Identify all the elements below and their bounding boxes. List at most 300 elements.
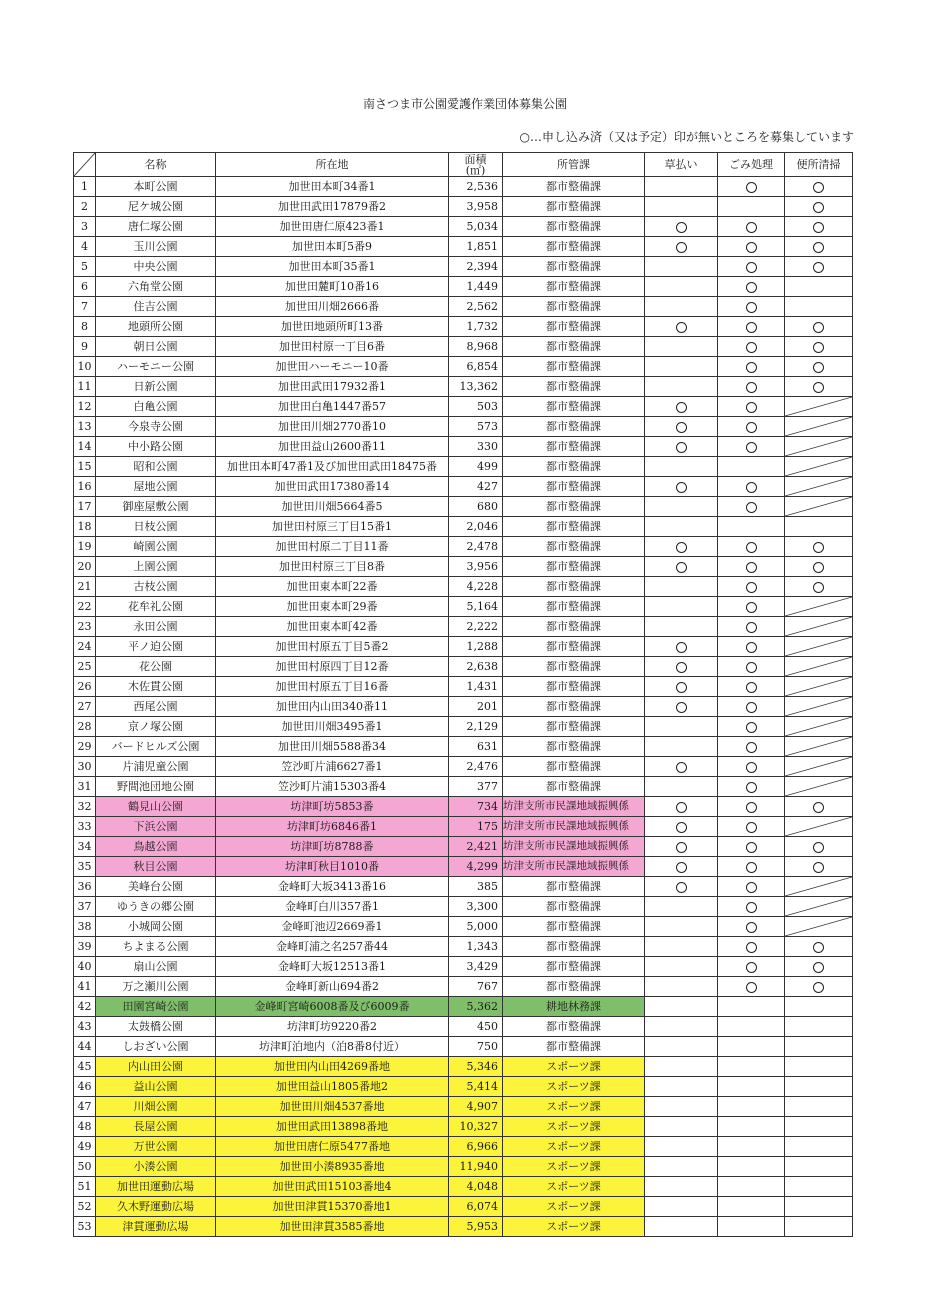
toilet-cell-not-applicable	[785, 917, 853, 937]
toilet-cell	[785, 277, 853, 297]
park-location: 加世田川畑5588番34	[216, 737, 449, 757]
circle-mark-icon	[746, 322, 757, 333]
table-row	[74, 237, 853, 257]
table-row	[74, 957, 853, 977]
park-area: 573	[449, 417, 503, 437]
park-name: 上園公園	[96, 557, 216, 577]
park-area: 1,288	[449, 637, 503, 657]
park-name: 地頭所公園	[96, 317, 216, 337]
circle-mark-icon	[676, 402, 687, 413]
table-row	[74, 737, 853, 757]
circle-mark-icon	[813, 962, 824, 973]
weeding-cell	[645, 1137, 718, 1157]
park-location: 加世田武田15103番地4	[216, 1177, 449, 1197]
header-corner-cell	[74, 153, 96, 177]
park-area: 2,421	[449, 837, 503, 857]
circle-mark-icon	[746, 982, 757, 993]
park-name: 住吉公園	[96, 297, 216, 317]
row-number: 31	[74, 777, 96, 797]
row-number: 37	[74, 897, 96, 917]
weeding-cell	[645, 977, 718, 997]
park-location: 加世田唐仁原5477番地	[216, 1137, 449, 1157]
circle-mark-icon	[813, 242, 824, 253]
row-number: 18	[74, 517, 96, 537]
weeding-cell	[645, 177, 718, 197]
toilet-cell	[785, 237, 853, 257]
park-location: 坊津町泊地内（泊8番8付近）	[216, 1037, 449, 1057]
row-number: 8	[74, 317, 96, 337]
header-area-unit: (㎡)	[465, 163, 486, 177]
park-name: 中央公園	[96, 257, 216, 277]
weeding-cell	[645, 877, 718, 897]
park-dept: 都市整備課	[503, 897, 645, 917]
park-dept: 坊津支所市民課地域振興係	[503, 857, 645, 877]
park-area: 1,851	[449, 237, 503, 257]
table-row	[74, 317, 853, 337]
toilet-cell-not-applicable	[785, 697, 853, 717]
circle-mark-icon	[746, 602, 757, 613]
park-dept: 都市整備課	[503, 217, 645, 237]
park-area: 2,046	[449, 517, 503, 537]
toilet-cell	[785, 337, 853, 357]
garbage-cell	[718, 897, 785, 917]
garbage-cell	[718, 517, 785, 537]
diagonal-slash	[785, 777, 852, 796]
park-dept: 都市整備課	[503, 917, 645, 937]
weeding-cell	[645, 1197, 718, 1217]
weeding-cell	[645, 197, 718, 217]
park-area: 427	[449, 477, 503, 497]
park-location: 加世田東本町22番	[216, 577, 449, 597]
park-area: 6,074	[449, 1197, 503, 1217]
table-row	[74, 777, 853, 797]
row-number: 1	[74, 177, 96, 197]
table-row	[74, 497, 853, 517]
toilet-cell	[785, 1017, 853, 1037]
garbage-cell	[718, 1197, 785, 1217]
park-area: 3,300	[449, 897, 503, 917]
park-name: 今泉寺公園	[96, 417, 216, 437]
garbage-cell	[718, 697, 785, 717]
table-row	[74, 717, 853, 737]
park-dept: 都市整備課	[503, 597, 645, 617]
park-location: 坊津町坊9220番2	[216, 1017, 449, 1037]
circle-mark-icon	[746, 542, 757, 553]
circle-mark-icon	[813, 342, 824, 353]
row-number: 20	[74, 557, 96, 577]
table-row	[74, 257, 853, 277]
weeding-cell	[645, 437, 718, 457]
park-area: 11,940	[449, 1157, 503, 1177]
park-location: 加世田本町34番1	[216, 177, 449, 197]
park-location: 加世田津貫15370番地1	[216, 1197, 449, 1217]
park-location: 加世田麓町10番16	[216, 277, 449, 297]
row-number: 24	[74, 637, 96, 657]
row-number: 26	[74, 677, 96, 697]
circle-mark-icon	[746, 742, 757, 753]
row-number: 14	[74, 437, 96, 457]
table-row	[74, 457, 853, 477]
park-name: 太鼓橋公園	[96, 1017, 216, 1037]
table-row	[74, 1197, 853, 1217]
diagonal-slash	[785, 717, 852, 736]
park-dept: 都市整備課	[503, 377, 645, 397]
circle-mark-icon	[676, 242, 687, 253]
table-row	[74, 1137, 853, 1157]
park-area: 2,394	[449, 257, 503, 277]
park-dept: 都市整備課	[503, 437, 645, 457]
table-row	[74, 857, 853, 877]
park-area: 330	[449, 437, 503, 457]
park-location: 加世田東本町29番	[216, 597, 449, 617]
weeding-cell	[645, 557, 718, 577]
circle-mark-icon	[746, 262, 757, 273]
garbage-cell	[718, 797, 785, 817]
circle-mark-icon	[746, 902, 757, 913]
weeding-cell	[645, 397, 718, 417]
park-location: 加世田ハーモニー10番	[216, 357, 449, 377]
circle-mark-icon	[746, 722, 757, 733]
park-area: 4,228	[449, 577, 503, 597]
circle-mark-icon	[746, 662, 757, 673]
park-name: 六角堂公園	[96, 277, 216, 297]
park-area: 6,854	[449, 357, 503, 377]
weeding-cell	[645, 1217, 718, 1237]
table-row	[74, 877, 853, 897]
table-row	[74, 597, 853, 617]
park-area: 450	[449, 1017, 503, 1037]
circle-mark-icon	[813, 562, 824, 573]
garbage-cell	[718, 637, 785, 657]
circle-mark-icon	[676, 862, 687, 873]
table-body	[74, 177, 853, 1237]
park-dept: 都市整備課	[503, 537, 645, 557]
park-name: 中小路公園	[96, 437, 216, 457]
header-area	[449, 153, 503, 177]
toilet-cell	[785, 1057, 853, 1077]
park-name: ちよまる公園	[96, 937, 216, 957]
row-number: 35	[74, 857, 96, 877]
garbage-cell	[718, 1037, 785, 1057]
table-row	[74, 817, 853, 837]
weeding-cell	[645, 257, 718, 277]
park-area: 503	[449, 397, 503, 417]
circle-mark-icon	[746, 402, 757, 413]
park-area: 2,476	[449, 757, 503, 777]
garbage-cell	[718, 357, 785, 377]
park-location: 加世田本町35番1	[216, 257, 449, 277]
row-number: 17	[74, 497, 96, 517]
park-area: 734	[449, 797, 503, 817]
row-number: 10	[74, 357, 96, 377]
circle-mark-icon	[676, 482, 687, 493]
table-row	[74, 657, 853, 677]
diagonal-slash	[785, 817, 852, 836]
park-name: 昭和公園	[96, 457, 216, 477]
garbage-cell	[718, 317, 785, 337]
circle-mark-icon	[813, 262, 824, 273]
table-row	[74, 1077, 853, 1097]
park-location: 加世田武田17380番14	[216, 477, 449, 497]
park-dept: 都市整備課	[503, 617, 645, 637]
park-name: 永田公園	[96, 617, 216, 637]
toilet-cell	[785, 297, 853, 317]
circle-mark-icon	[746, 242, 757, 253]
circle-mark-icon	[746, 762, 757, 773]
park-location: 加世田武田13898番地	[216, 1117, 449, 1137]
park-location: 加世田津貫3585番地	[216, 1217, 449, 1237]
park-name: 小城岡公園	[96, 917, 216, 937]
park-location: 加世田本町47番1及び加世田武田18475番	[216, 457, 449, 477]
park-location: 加世田川畑3495番1	[216, 717, 449, 737]
park-location: 加世田川畑2770番10	[216, 417, 449, 437]
weeding-cell	[645, 1177, 718, 1197]
header-toilet: 便所清掃	[785, 153, 853, 177]
weeding-cell	[645, 737, 718, 757]
garbage-cell	[718, 1117, 785, 1137]
table-row	[74, 977, 853, 997]
park-area: 1,431	[449, 677, 503, 697]
circle-mark-icon	[746, 862, 757, 873]
row-number: 42	[74, 997, 96, 1017]
park-location: 加世田村原一丁目6番	[216, 337, 449, 357]
garbage-cell	[718, 597, 785, 617]
table-row	[74, 937, 853, 957]
page-title: 南さつま市公園愛護作業団体募集公園	[362, 97, 567, 111]
garbage-cell	[718, 977, 785, 997]
park-location: 坊津町坊8788番	[216, 837, 449, 857]
circle-mark-icon	[746, 582, 757, 593]
park-area: 377	[449, 777, 503, 797]
park-name: 鶴見山公園	[96, 797, 216, 817]
garbage-cell	[718, 657, 785, 677]
toilet-cell-not-applicable	[785, 397, 853, 417]
circle-mark-icon	[746, 342, 757, 353]
garbage-cell	[718, 937, 785, 957]
row-number: 48	[74, 1117, 96, 1137]
park-dept: 都市整備課	[503, 1037, 645, 1057]
toilet-cell	[785, 957, 853, 977]
table-row	[74, 477, 853, 497]
row-number: 41	[74, 977, 96, 997]
park-location: 笠沙町片浦6627番1	[216, 757, 449, 777]
table-header-row	[74, 153, 853, 177]
park-dept: スポーツ課	[503, 1137, 645, 1157]
weeding-cell	[645, 497, 718, 517]
circle-mark-icon	[676, 762, 687, 773]
park-dept: 都市整備課	[503, 237, 645, 257]
park-name: 扇山公園	[96, 957, 216, 977]
table-row	[74, 1017, 853, 1037]
table-row	[74, 417, 853, 437]
park-dept: 都市整備課	[503, 777, 645, 797]
row-number: 9	[74, 337, 96, 357]
garbage-cell	[718, 177, 785, 197]
park-location: 加世田東本町42番	[216, 617, 449, 637]
park-dept: 都市整備課	[503, 977, 645, 997]
weeding-cell	[645, 617, 718, 637]
park-area: 750	[449, 1037, 503, 1057]
park-area: 767	[449, 977, 503, 997]
corner-diagonal	[74, 153, 95, 176]
garbage-cell	[718, 777, 785, 797]
park-name: ゆうきの郷公園	[96, 897, 216, 917]
table-row	[74, 837, 853, 857]
park-location: 加世田村原三丁目15番1	[216, 517, 449, 537]
toilet-cell	[785, 537, 853, 557]
park-location: 加世田川畑2666番	[216, 297, 449, 317]
row-number: 51	[74, 1177, 96, 1197]
garbage-cell	[718, 257, 785, 277]
header-name: 名称	[96, 153, 216, 177]
park-area: 5,362	[449, 997, 503, 1017]
park-location: 加世田地頭所町13番	[216, 317, 449, 337]
park-area: 631	[449, 737, 503, 757]
diagonal-slash	[785, 897, 852, 916]
toilet-cell-not-applicable	[785, 897, 853, 917]
circle-mark-icon	[676, 562, 687, 573]
weeding-cell	[645, 317, 718, 337]
toilet-cell-not-applicable	[785, 417, 853, 437]
row-number: 52	[74, 1197, 96, 1217]
park-dept: スポーツ課	[503, 1057, 645, 1077]
park-dept: 都市整備課	[503, 757, 645, 777]
park-location: 坊津町秋目1010番	[216, 857, 449, 877]
table-row	[74, 557, 853, 577]
row-number: 4	[74, 237, 96, 257]
park-area: 680	[449, 497, 503, 517]
circle-mark-icon	[676, 422, 687, 433]
table-row	[74, 277, 853, 297]
park-location: 加世田内山田340番11	[216, 697, 449, 717]
row-number: 16	[74, 477, 96, 497]
garbage-cell	[718, 877, 785, 897]
table-row	[74, 917, 853, 937]
table-row	[74, 1037, 853, 1057]
park-name: 唐仁塚公園	[96, 217, 216, 237]
toilet-cell-not-applicable	[785, 677, 853, 697]
park-name: 本町公園	[96, 177, 216, 197]
park-dept: 都市整備課	[503, 657, 645, 677]
park-area: 4,299	[449, 857, 503, 877]
park-location: 加世田益山2600番11	[216, 437, 449, 457]
header-dept: 所管課	[503, 153, 645, 177]
park-name: 屋地公園	[96, 477, 216, 497]
diagonal-slash	[785, 617, 852, 636]
circle-mark-icon	[746, 282, 757, 293]
park-dept: 都市整備課	[503, 877, 645, 897]
diagonal-slash	[785, 637, 852, 656]
garbage-cell	[718, 397, 785, 417]
park-location: 金峰町白川357番1	[216, 897, 449, 917]
garbage-cell	[718, 737, 785, 757]
park-area: 4,048	[449, 1177, 503, 1197]
circle-mark-icon	[746, 782, 757, 793]
park-dept: 耕地林務課	[503, 997, 645, 1017]
toilet-cell	[785, 217, 853, 237]
park-location: 加世田村原四丁目12番	[216, 657, 449, 677]
garbage-cell	[718, 817, 785, 837]
park-name: 美峰台公園	[96, 877, 216, 897]
weeding-cell	[645, 477, 718, 497]
park-location: 金峰町新山694番2	[216, 977, 449, 997]
garbage-cell	[718, 957, 785, 977]
diagonal-slash	[785, 917, 852, 936]
park-dept: スポーツ課	[503, 1077, 645, 1097]
table-row	[74, 757, 853, 777]
park-name: 片浦児童公園	[96, 757, 216, 777]
park-area: 2,536	[449, 177, 503, 197]
circle-mark-icon	[676, 442, 687, 453]
row-number: 22	[74, 597, 96, 617]
park-dept: 都市整備課	[503, 497, 645, 517]
park-location: 加世田村原二丁目11番	[216, 537, 449, 557]
park-area: 2,222	[449, 617, 503, 637]
park-location: 金峰町宮崎6008番及び6009番	[216, 997, 449, 1017]
park-dept: 都市整備課	[503, 517, 645, 537]
park-area: 2,129	[449, 717, 503, 737]
weeding-cell	[645, 677, 718, 697]
park-dept: 都市整備課	[503, 177, 645, 197]
park-dept: 都市整備課	[503, 937, 645, 957]
toilet-cell	[785, 1177, 853, 1197]
table-row	[74, 297, 853, 317]
weeding-cell	[645, 357, 718, 377]
weeding-cell	[645, 1017, 718, 1037]
weeding-cell	[645, 637, 718, 657]
park-dept: スポーツ課	[503, 1157, 645, 1177]
circle-mark-icon	[813, 862, 824, 873]
circle-mark-icon	[813, 362, 824, 373]
diagonal-slash	[785, 497, 852, 516]
park-dept: 都市整備課	[503, 677, 645, 697]
park-name: 津貫運動広場	[96, 1217, 216, 1237]
park-name: 長屋公園	[96, 1117, 216, 1137]
garbage-cell	[718, 477, 785, 497]
garbage-cell	[718, 677, 785, 697]
weeding-cell	[645, 997, 718, 1017]
park-location: 加世田川畑5664番5	[216, 497, 449, 517]
park-name: 日新公園	[96, 377, 216, 397]
weeding-cell	[645, 937, 718, 957]
circle-mark-icon	[746, 882, 757, 893]
circle-mark-icon	[746, 682, 757, 693]
circle-mark-icon	[746, 362, 757, 373]
park-dept: 都市整備課	[503, 557, 645, 577]
toilet-cell	[785, 177, 853, 197]
garbage-cell	[718, 757, 785, 777]
table-row	[74, 577, 853, 597]
park-area: 499	[449, 457, 503, 477]
park-dept: 都市整備課	[503, 297, 645, 317]
park-area: 201	[449, 697, 503, 717]
park-dept: スポーツ課	[503, 1097, 645, 1117]
diagonal-slash	[785, 597, 852, 616]
park-dept: 都市整備課	[503, 737, 645, 757]
toilet-cell-not-applicable	[785, 637, 853, 657]
toilet-cell	[785, 997, 853, 1017]
circle-mark-icon	[746, 642, 757, 653]
weeding-cell	[645, 857, 718, 877]
garbage-cell	[718, 457, 785, 477]
park-name: 崎園公園	[96, 537, 216, 557]
park-location: 加世田川畑4537番地	[216, 1097, 449, 1117]
toilet-cell-not-applicable	[785, 717, 853, 737]
circle-mark-icon	[676, 842, 687, 853]
row-number: 40	[74, 957, 96, 977]
circle-mark-icon	[746, 622, 757, 633]
toilet-cell	[785, 1157, 853, 1177]
